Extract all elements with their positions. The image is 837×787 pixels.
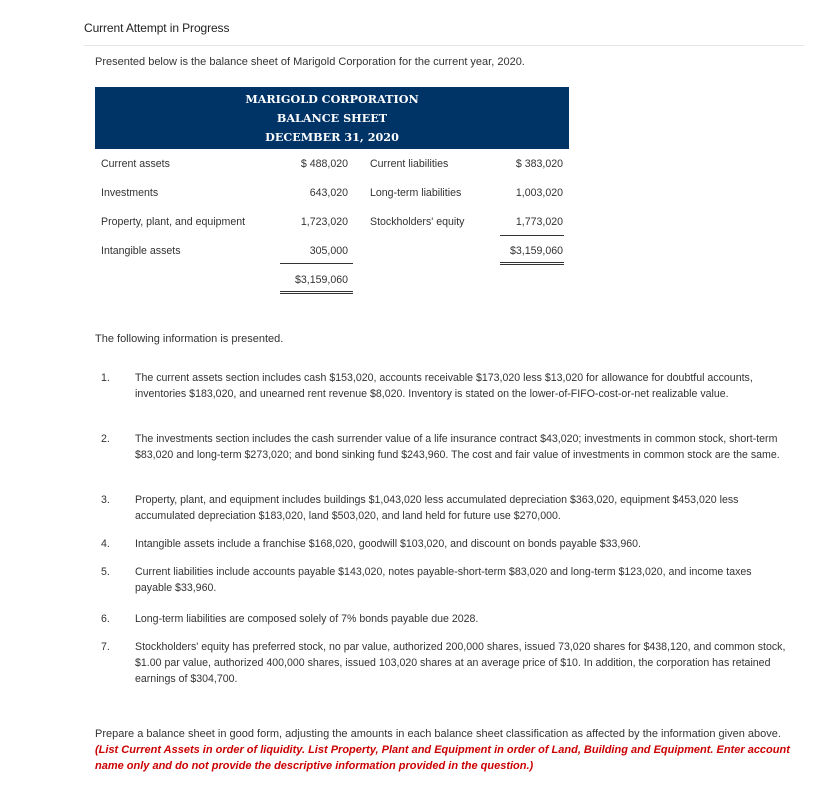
- item-text: The current assets section includes cash $153,020, accounts receivable $173,020 less $13,020 for allowance for doubtful accounts, inventories $183,020, and unearned rent revenue $8,020. Inventory is stated on the lower-of-FIFO-cost-or-net realizable value.: [135, 372, 753, 400]
- item-text: Property, plant, and equipment includes buildings $1,043,020 less accumulated depreciation $363,020, equipment $453,020 less accumulated depreciation $183,020, land $503,020, and land held for future use $270,000.: [135, 494, 739, 522]
- row-right-label: Long-term liabilities: [370, 187, 462, 199]
- item-text: Current liabilities include accounts payable $143,020, notes payable-short-term $83,020 and long-term $123,020, and income taxes payable $33,960.: [135, 566, 752, 594]
- item-number: 1.: [101, 372, 110, 384]
- balance-sheet-header: [95, 87, 569, 149]
- item-number: 4.: [101, 538, 110, 550]
- row-right-amount: 1,773,020: [515, 216, 563, 228]
- balance-row: [95, 236, 569, 265]
- status-divider: [84, 45, 804, 46]
- balance-row: [95, 265, 569, 294]
- intro-text: Presented below is the balance sheet of Marigold Corporation for the current year, 2020.: [95, 56, 525, 68]
- instruction-main: Prepare a balance sheet in good form, adjusting the amounts in each balance sheet classification as affected by the information given above.: [95, 728, 781, 740]
- row-amount: $3,159,060: [294, 274, 348, 286]
- item-text: Intangible assets include a franchise $168,020, goodwill $103,020, and discount on bonds payable $33,960.: [135, 538, 641, 550]
- item-number: 2.: [101, 433, 110, 445]
- row-label: Current assets: [101, 158, 170, 170]
- total-double-underline: [280, 291, 353, 294]
- item-text: Stockholders' equity has preferred stock, no par value, authorized 200,000 shares, issued 73,020 shares for $438,120, and common stock, $1.00 par value, authorized 400,000 shares, issued 103,020 shares at an average price of $10. In addition, the corporation has retained earnings of $304,700.: [135, 641, 786, 685]
- row-amount: 1,723,020: [300, 216, 348, 228]
- item-number: 6.: [101, 613, 110, 625]
- balance-row: [95, 149, 569, 178]
- item-number: 7.: [101, 641, 110, 653]
- row-amount: 305,000: [309, 245, 348, 257]
- statement-title: BALANCE SHEET: [276, 110, 388, 125]
- row-label: Property, plant, and equipment: [101, 216, 246, 228]
- row-right-label: Current liabilities: [370, 158, 449, 170]
- item-number: 5.: [101, 566, 110, 578]
- row-right-amount: $3,159,060: [509, 245, 563, 257]
- company-name: MARIGOLD CORPORATION: [245, 91, 419, 106]
- statement-date: DECEMBER 31, 2020: [265, 129, 399, 144]
- row-label: Intangible assets: [101, 245, 181, 257]
- balance-row: [95, 207, 569, 236]
- attempt-status: Current Attempt in Progress: [84, 21, 230, 35]
- instruction-hint: (List Current Assets in order of liquidity. List Property, Plant and Equipment in order of Land, Building and Equipment. Enter account name only and do not provide the descriptive information provided in the question.): [95, 744, 790, 772]
- row-label: Investments: [101, 187, 159, 199]
- row-right-label: Stockholders' equity: [370, 216, 465, 228]
- balance-sheet: [95, 87, 569, 294]
- item-number: 3.: [101, 494, 110, 506]
- row-amount: 643,020: [309, 187, 348, 199]
- item-text: The investments section includes the cash surrender value of a life insurance contract $43,020; investments in common stock, short-term $83,020 and long-term $273,020; and bond sinking fund $243,960. The cost and fair value of investments in common stock are the same.: [135, 433, 780, 461]
- balance-row: [95, 178, 569, 207]
- row-right-amount: $ 383,020: [515, 158, 563, 170]
- subtotal-underline: [280, 263, 353, 264]
- instruction-text: [95, 726, 795, 774]
- following-intro: The following information is presented.: [95, 333, 284, 345]
- row-right-amount: 1,003,020: [515, 187, 563, 199]
- row-amount: $ 488,020: [300, 158, 348, 170]
- item-text: Long-term liabilities are composed solely of 7% bonds payable due 2028.: [135, 613, 479, 625]
